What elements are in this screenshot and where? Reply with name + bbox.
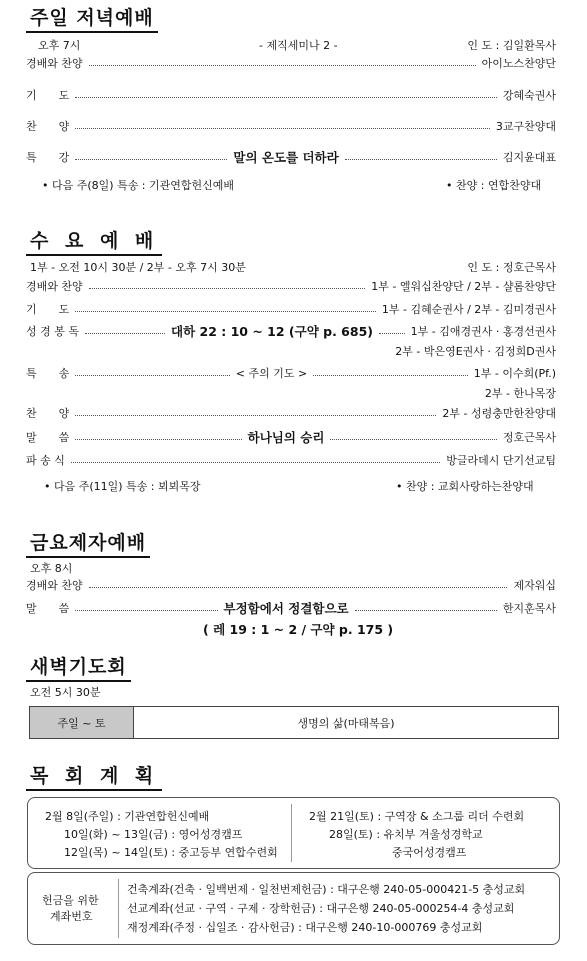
wednesday-row-prayer: 기 도 1부 - 김혜순권사 / 2부 - 김미경권사 [26,303,556,316]
wednesday-row-sending: 파 송 식 방글라데시 단기선교팀 [26,454,556,467]
friday-row-sermon: 말 씀 부정함에서 정결함으로 한지훈목사 [26,601,557,616]
offering-label-2: 계좌번호 [50,910,93,923]
sunday-title: 주일 저녁예배 [26,6,158,33]
dawn-time: 오전 5시 30분 [30,686,101,699]
pastoral-right-1: 2월 21일(토) : 구역장 & 소그룹 리더 수련회 [309,810,525,823]
wednesday-row-special: 특 송 < 주의 기도 > 1부 - 이수희(Pf.) [26,367,557,380]
wednesday-row-reading: 성 경 봉 독 대하 22 : 10 ~ 12 (구약 p. 685) 1부 - 김애경권사 · 홍경선권사 [26,324,556,339]
sunday-leader: 인 도 : 김일환목사 [467,39,556,52]
friday-sermon-title: 부정함에서 정결함으로 [223,601,349,616]
wednesday-special-title: < 주의 기도 > [235,367,308,380]
sunday-row-prayer: 기 도 강혜숙권사 [26,89,556,102]
dawn-table [29,706,559,739]
wednesday-special-second: 2부 - 한나목장 [484,387,556,400]
dawn-day: 주일 ~ 토 [30,707,134,739]
sunday-lecture-title: 말의 온도를 더하라 [233,150,339,165]
pastoral-right-3: 중국어성경캠프 [392,846,467,859]
offering-label-1: 헌금을 위한 [42,894,99,907]
sunday-note-next: • 다음 주(8일) 특송 : 기관연합헌신예배 [42,179,235,192]
friday-scripture: ( 레 19 : 1 ~ 2 / 구약 p. 175 ) [203,622,394,637]
sunday-row-praise: 경배와 찬양 아이노스찬양단 [26,57,556,70]
sunday-row-lecture: 특 강 말의 온도를 더하라 김지윤대표 [26,150,556,165]
dawn-title: 새벽기도회 [26,655,131,682]
pastoral-left-2: 10일(화) ~ 13일(금) : 영어성경캠프 [64,828,243,841]
pastoral-left-1: 2월 8일(주일) : 기관연합헌신예배 [45,810,210,823]
offering-box [27,872,560,945]
friday-time: 오후 8시 [30,562,73,575]
offering-account-building: 건축계좌(건축 · 일백번제 · 일천번제헌금) : 대구은행 240-05-000421-5 충성교회 [127,883,526,896]
wednesday-leader: 인 도 : 정호근목사 [467,261,556,274]
pastoral-right-2: 28일(토) : 유치부 겨울성경학교 [329,828,483,841]
wednesday-row-praise: 경배와 찬양 1부 - 엘워십찬양단 / 2부 - 샬롬찬양단 [26,280,556,293]
friday-title: 금요제자예배 [26,531,150,558]
wednesday-sermon-title: 하나님의 승리 [247,430,325,445]
pastoral-title: 목 회 계 획 [26,764,162,791]
sunday-row-choir: 찬 양 3교구찬양대 [26,120,556,133]
dawn-content: 생명의 삶(마태복음) [134,707,559,739]
pastoral-box [27,797,560,869]
friday-row-praise: 경배와 찬양 제자워십 [26,579,556,592]
wednesday-row-sermon: 말 씀 하나님의 승리 정호근목사 [26,430,556,445]
offering-account-mission: 선교계좌(선교 · 구역 · 구제 · 장학헌금) : 대구은행 240-05-000254-4 충성교회 [127,902,515,915]
sunday-note-choir: • 찬양 : 연합찬양대 [446,179,542,192]
wednesday-note-next: • 다음 주(11일) 특송 : 뵈뵈목장 [44,480,201,493]
wednesday-reading-ref: 대하 22 : 10 ~ 12 (구약 p. 685) [171,324,373,339]
wednesday-reading-second: 2부 - 박은영E권사 · 김정희D권사 [395,345,556,358]
wednesday-title: 수 요 예 배 [26,229,162,256]
pastoral-left-3: 12일(목) ~ 14일(토) : 중고등부 연합수련회 [64,846,278,859]
wednesday-row-choir: 찬 양 2부 - 성령충만한찬양대 [26,407,556,420]
wednesday-note-choir: • 찬양 : 교회사랑하는찬양대 [396,480,534,493]
offering-account-finance: 재정계좌(주정 · 십일조 · 감사헌금) : 대구은행 240-10-000769 충성교회 [127,921,483,934]
wednesday-time: 1부 - 오전 10시 30분 / 2부 - 오후 7시 30분 [30,261,246,274]
sunday-time: 오후 7시 [38,39,81,52]
sunday-theme: - 제직세미나 2 - [259,39,338,52]
